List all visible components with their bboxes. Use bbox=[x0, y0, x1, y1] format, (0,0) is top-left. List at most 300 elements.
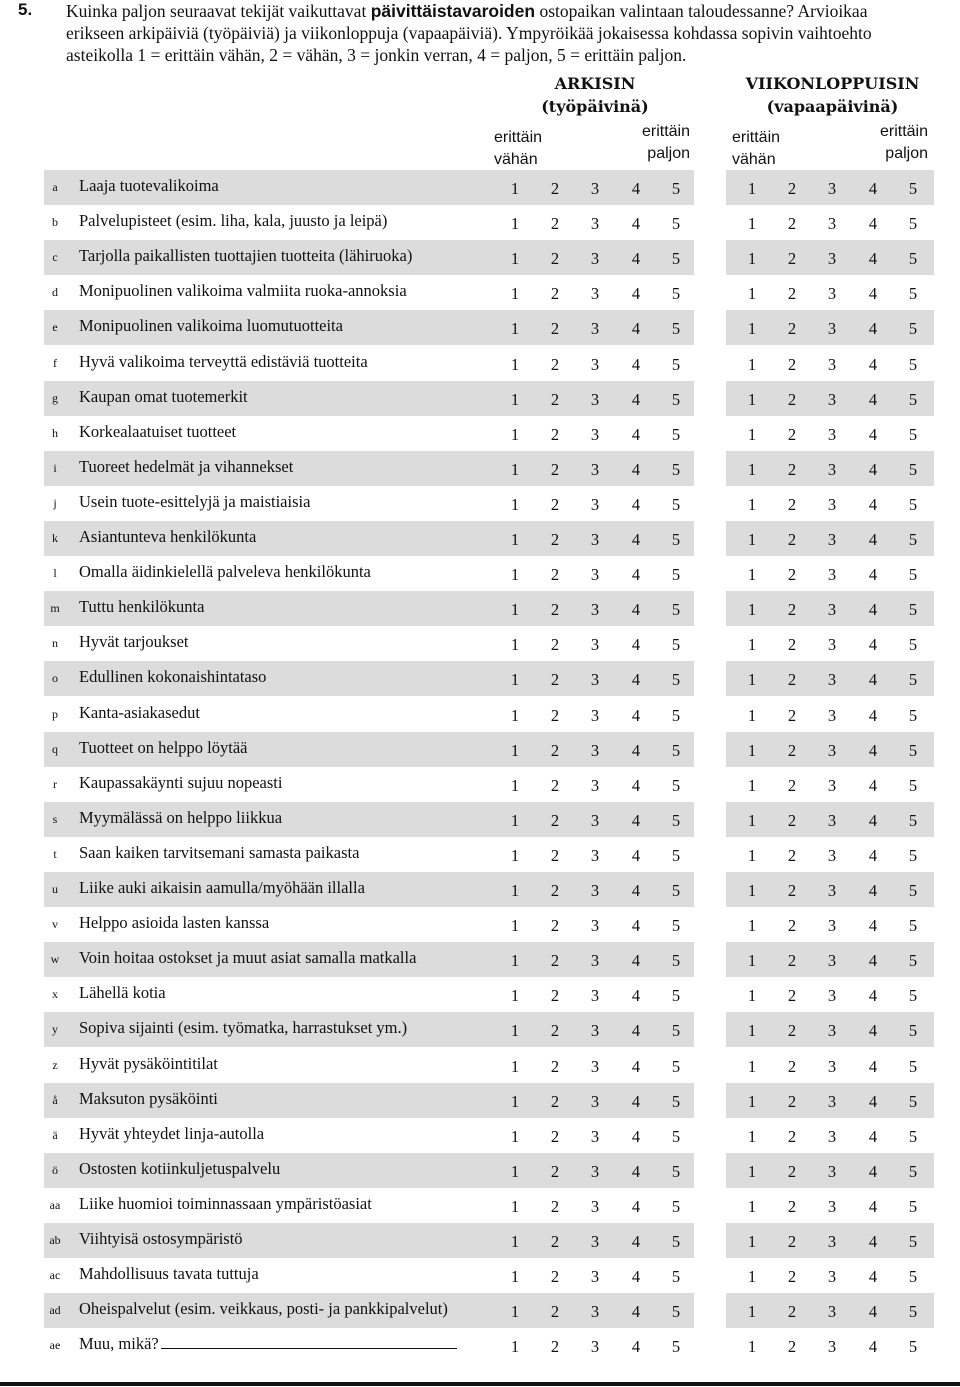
weekday-option-3[interactable]: 3 bbox=[590, 741, 600, 760]
weekend-option-4[interactable]: 4 bbox=[868, 495, 878, 514]
weekend-option-2[interactable]: 2 bbox=[787, 530, 797, 549]
weekend-option-3[interactable]: 3 bbox=[827, 355, 837, 374]
weekend-option-1[interactable]: 1 bbox=[747, 1092, 757, 1111]
weekday-option-5[interactable]: 5 bbox=[671, 1021, 681, 1040]
weekend-option-4[interactable]: 4 bbox=[868, 1127, 878, 1146]
weekday-option-1[interactable]: 1 bbox=[510, 635, 520, 654]
weekday-option-1[interactable]: 1 bbox=[510, 390, 520, 409]
weekday-option-3[interactable]: 3 bbox=[590, 1337, 600, 1356]
weekend-option-4[interactable]: 4 bbox=[868, 1162, 878, 1181]
weekend-option-2[interactable]: 2 bbox=[787, 390, 797, 409]
weekend-option-3[interactable]: 3 bbox=[827, 390, 837, 409]
weekday-option-2[interactable]: 2 bbox=[550, 495, 560, 514]
weekend-option-2[interactable]: 2 bbox=[787, 670, 797, 689]
weekend-option-2[interactable]: 2 bbox=[787, 951, 797, 970]
weekend-option-5[interactable]: 5 bbox=[908, 495, 918, 514]
weekday-option-1[interactable]: 1 bbox=[510, 1092, 520, 1111]
weekday-option-5[interactable]: 5 bbox=[671, 425, 681, 444]
weekend-option-5[interactable]: 5 bbox=[908, 1021, 918, 1040]
weekday-option-5[interactable]: 5 bbox=[671, 951, 681, 970]
weekday-option-4[interactable]: 4 bbox=[631, 1302, 641, 1321]
weekend-option-3[interactable]: 3 bbox=[827, 776, 837, 795]
weekend-option-4[interactable]: 4 bbox=[868, 1021, 878, 1040]
weekday-option-1[interactable]: 1 bbox=[510, 846, 520, 865]
weekend-option-3[interactable]: 3 bbox=[827, 214, 837, 233]
weekday-option-1[interactable]: 1 bbox=[510, 1197, 520, 1216]
weekend-option-3[interactable]: 3 bbox=[827, 1162, 837, 1181]
weekday-option-5[interactable]: 5 bbox=[671, 600, 681, 619]
weekday-option-4[interactable]: 4 bbox=[631, 986, 641, 1005]
weekday-option-5[interactable]: 5 bbox=[671, 881, 681, 900]
weekend-option-4[interactable]: 4 bbox=[868, 635, 878, 654]
weekday-option-3[interactable]: 3 bbox=[590, 776, 600, 795]
weekend-option-2[interactable]: 2 bbox=[787, 565, 797, 584]
weekday-option-2[interactable]: 2 bbox=[550, 1337, 560, 1356]
weekday-option-5[interactable]: 5 bbox=[671, 249, 681, 268]
weekend-option-4[interactable]: 4 bbox=[868, 565, 878, 584]
weekday-option-1[interactable]: 1 bbox=[510, 355, 520, 374]
weekday-option-1[interactable]: 1 bbox=[510, 881, 520, 900]
weekday-option-1[interactable]: 1 bbox=[510, 1232, 520, 1251]
weekday-option-1[interactable]: 1 bbox=[510, 916, 520, 935]
weekend-option-5[interactable]: 5 bbox=[908, 1127, 918, 1146]
weekday-option-4[interactable]: 4 bbox=[631, 1162, 641, 1181]
weekend-option-4[interactable]: 4 bbox=[868, 951, 878, 970]
weekday-option-3[interactable]: 3 bbox=[590, 846, 600, 865]
weekday-option-2[interactable]: 2 bbox=[550, 1162, 560, 1181]
weekend-option-3[interactable]: 3 bbox=[827, 1092, 837, 1111]
weekday-option-5[interactable]: 5 bbox=[671, 565, 681, 584]
weekend-option-5[interactable]: 5 bbox=[908, 1162, 918, 1181]
weekend-option-3[interactable]: 3 bbox=[827, 600, 837, 619]
weekend-option-1[interactable]: 1 bbox=[747, 179, 757, 198]
weekday-option-3[interactable]: 3 bbox=[590, 1021, 600, 1040]
weekday-option-4[interactable]: 4 bbox=[631, 1232, 641, 1251]
weekend-option-4[interactable]: 4 bbox=[868, 916, 878, 935]
weekend-option-3[interactable]: 3 bbox=[827, 811, 837, 830]
weekend-option-3[interactable]: 3 bbox=[827, 670, 837, 689]
weekday-option-5[interactable]: 5 bbox=[671, 284, 681, 303]
weekend-option-3[interactable]: 3 bbox=[827, 635, 837, 654]
weekday-option-1[interactable]: 1 bbox=[510, 319, 520, 338]
weekend-option-4[interactable]: 4 bbox=[868, 776, 878, 795]
weekend-option-4[interactable]: 4 bbox=[868, 846, 878, 865]
weekday-option-3[interactable]: 3 bbox=[590, 1057, 600, 1076]
weekday-option-3[interactable]: 3 bbox=[590, 635, 600, 654]
weekend-option-1[interactable]: 1 bbox=[747, 846, 757, 865]
weekday-option-2[interactable]: 2 bbox=[550, 776, 560, 795]
weekend-option-5[interactable]: 5 bbox=[908, 1337, 918, 1356]
weekday-option-3[interactable]: 3 bbox=[590, 600, 600, 619]
weekday-option-2[interactable]: 2 bbox=[550, 811, 560, 830]
weekday-option-4[interactable]: 4 bbox=[631, 951, 641, 970]
weekday-option-5[interactable]: 5 bbox=[671, 1337, 681, 1356]
weekend-option-4[interactable]: 4 bbox=[868, 881, 878, 900]
weekend-option-1[interactable]: 1 bbox=[747, 706, 757, 725]
weekday-option-4[interactable]: 4 bbox=[631, 565, 641, 584]
weekend-option-1[interactable]: 1 bbox=[747, 1127, 757, 1146]
weekday-option-2[interactable]: 2 bbox=[550, 390, 560, 409]
weekend-option-5[interactable]: 5 bbox=[908, 600, 918, 619]
weekend-option-4[interactable]: 4 bbox=[868, 214, 878, 233]
weekend-option-1[interactable]: 1 bbox=[747, 811, 757, 830]
weekend-option-5[interactable]: 5 bbox=[908, 1302, 918, 1321]
weekend-option-1[interactable]: 1 bbox=[747, 1057, 757, 1076]
weekend-option-1[interactable]: 1 bbox=[747, 1162, 757, 1181]
weekday-option-2[interactable]: 2 bbox=[550, 565, 560, 584]
weekday-option-2[interactable]: 2 bbox=[550, 1302, 560, 1321]
weekend-option-4[interactable]: 4 bbox=[868, 355, 878, 374]
weekday-option-5[interactable]: 5 bbox=[671, 1057, 681, 1076]
weekday-option-3[interactable]: 3 bbox=[590, 881, 600, 900]
weekend-option-2[interactable]: 2 bbox=[787, 425, 797, 444]
weekend-option-2[interactable]: 2 bbox=[787, 635, 797, 654]
weekend-option-3[interactable]: 3 bbox=[827, 881, 837, 900]
weekday-option-3[interactable]: 3 bbox=[590, 1267, 600, 1286]
weekend-option-1[interactable]: 1 bbox=[747, 1337, 757, 1356]
weekend-option-1[interactable]: 1 bbox=[747, 916, 757, 935]
weekday-option-5[interactable]: 5 bbox=[671, 1092, 681, 1111]
weekend-option-2[interactable]: 2 bbox=[787, 495, 797, 514]
weekend-option-2[interactable]: 2 bbox=[787, 179, 797, 198]
weekend-option-5[interactable]: 5 bbox=[908, 846, 918, 865]
weekday-option-3[interactable]: 3 bbox=[590, 319, 600, 338]
weekend-option-5[interactable]: 5 bbox=[908, 916, 918, 935]
weekday-option-1[interactable]: 1 bbox=[510, 986, 520, 1005]
weekend-option-5[interactable]: 5 bbox=[908, 1267, 918, 1286]
weekday-option-4[interactable]: 4 bbox=[631, 249, 641, 268]
weekend-option-3[interactable]: 3 bbox=[827, 425, 837, 444]
weekend-option-5[interactable]: 5 bbox=[908, 986, 918, 1005]
weekend-option-2[interactable]: 2 bbox=[787, 355, 797, 374]
weekday-option-2[interactable]: 2 bbox=[550, 916, 560, 935]
weekend-option-2[interactable]: 2 bbox=[787, 284, 797, 303]
weekday-option-4[interactable]: 4 bbox=[631, 1092, 641, 1111]
weekday-option-3[interactable]: 3 bbox=[590, 565, 600, 584]
other-answer-line[interactable] bbox=[161, 1334, 457, 1349]
weekend-option-4[interactable]: 4 bbox=[868, 741, 878, 760]
weekday-option-5[interactable]: 5 bbox=[671, 530, 681, 549]
weekday-option-1[interactable]: 1 bbox=[510, 495, 520, 514]
weekday-option-2[interactable]: 2 bbox=[550, 706, 560, 725]
weekend-option-2[interactable]: 2 bbox=[787, 319, 797, 338]
weekday-option-2[interactable]: 2 bbox=[550, 425, 560, 444]
weekday-option-1[interactable]: 1 bbox=[510, 1021, 520, 1040]
weekday-option-4[interactable]: 4 bbox=[631, 846, 641, 865]
weekday-option-4[interactable]: 4 bbox=[631, 635, 641, 654]
weekday-option-4[interactable]: 4 bbox=[631, 425, 641, 444]
weekday-option-5[interactable]: 5 bbox=[671, 811, 681, 830]
weekday-option-2[interactable]: 2 bbox=[550, 951, 560, 970]
weekend-option-3[interactable]: 3 bbox=[827, 179, 837, 198]
weekend-option-3[interactable]: 3 bbox=[827, 846, 837, 865]
weekend-option-4[interactable]: 4 bbox=[868, 600, 878, 619]
weekend-option-4[interactable]: 4 bbox=[868, 460, 878, 479]
weekend-option-2[interactable]: 2 bbox=[787, 706, 797, 725]
weekday-option-2[interactable]: 2 bbox=[550, 670, 560, 689]
weekend-option-1[interactable]: 1 bbox=[747, 284, 757, 303]
weekday-option-3[interactable]: 3 bbox=[590, 179, 600, 198]
weekend-option-5[interactable]: 5 bbox=[908, 284, 918, 303]
weekend-option-3[interactable]: 3 bbox=[827, 319, 837, 338]
weekday-option-1[interactable]: 1 bbox=[510, 214, 520, 233]
weekday-option-5[interactable]: 5 bbox=[671, 1232, 681, 1251]
weekday-option-4[interactable]: 4 bbox=[631, 706, 641, 725]
weekend-option-1[interactable]: 1 bbox=[747, 495, 757, 514]
weekend-option-5[interactable]: 5 bbox=[908, 951, 918, 970]
weekend-option-3[interactable]: 3 bbox=[827, 249, 837, 268]
weekend-option-2[interactable]: 2 bbox=[787, 776, 797, 795]
weekday-option-2[interactable]: 2 bbox=[550, 1267, 560, 1286]
weekend-option-1[interactable]: 1 bbox=[747, 530, 757, 549]
weekend-option-4[interactable]: 4 bbox=[868, 530, 878, 549]
weekday-option-1[interactable]: 1 bbox=[510, 776, 520, 795]
weekend-option-3[interactable]: 3 bbox=[827, 1302, 837, 1321]
weekend-option-4[interactable]: 4 bbox=[868, 811, 878, 830]
weekday-option-3[interactable]: 3 bbox=[590, 495, 600, 514]
weekend-option-5[interactable]: 5 bbox=[908, 530, 918, 549]
weekend-option-2[interactable]: 2 bbox=[787, 846, 797, 865]
weekday-option-4[interactable]: 4 bbox=[631, 741, 641, 760]
weekend-option-2[interactable]: 2 bbox=[787, 1302, 797, 1321]
weekday-option-3[interactable]: 3 bbox=[590, 214, 600, 233]
weekday-option-3[interactable]: 3 bbox=[590, 390, 600, 409]
weekday-option-4[interactable]: 4 bbox=[631, 460, 641, 479]
weekday-option-1[interactable]: 1 bbox=[510, 670, 520, 689]
weekday-option-1[interactable]: 1 bbox=[510, 530, 520, 549]
weekday-option-1[interactable]: 1 bbox=[510, 1127, 520, 1146]
weekday-option-1[interactable]: 1 bbox=[510, 811, 520, 830]
weekday-option-2[interactable]: 2 bbox=[550, 1197, 560, 1216]
weekday-option-3[interactable]: 3 bbox=[590, 916, 600, 935]
weekend-option-5[interactable]: 5 bbox=[908, 249, 918, 268]
weekend-option-1[interactable]: 1 bbox=[747, 249, 757, 268]
weekend-option-5[interactable]: 5 bbox=[908, 706, 918, 725]
weekend-option-3[interactable]: 3 bbox=[827, 916, 837, 935]
weekday-option-4[interactable]: 4 bbox=[631, 530, 641, 549]
weekend-option-2[interactable]: 2 bbox=[787, 214, 797, 233]
weekend-option-3[interactable]: 3 bbox=[827, 1021, 837, 1040]
weekday-option-4[interactable]: 4 bbox=[631, 670, 641, 689]
weekday-option-1[interactable]: 1 bbox=[510, 1337, 520, 1356]
weekday-option-4[interactable]: 4 bbox=[631, 355, 641, 374]
weekday-option-1[interactable]: 1 bbox=[510, 741, 520, 760]
weekend-option-1[interactable]: 1 bbox=[747, 390, 757, 409]
weekend-option-4[interactable]: 4 bbox=[868, 1302, 878, 1321]
weekend-option-4[interactable]: 4 bbox=[868, 1092, 878, 1111]
weekend-option-5[interactable]: 5 bbox=[908, 179, 918, 198]
weekend-option-3[interactable]: 3 bbox=[827, 530, 837, 549]
weekday-option-2[interactable]: 2 bbox=[550, 1057, 560, 1076]
weekday-option-5[interactable]: 5 bbox=[671, 846, 681, 865]
weekend-option-2[interactable]: 2 bbox=[787, 811, 797, 830]
weekday-option-4[interactable]: 4 bbox=[631, 1021, 641, 1040]
weekday-option-3[interactable]: 3 bbox=[590, 1162, 600, 1181]
weekday-option-5[interactable]: 5 bbox=[671, 1302, 681, 1321]
weekend-option-3[interactable]: 3 bbox=[827, 460, 837, 479]
weekday-option-5[interactable]: 5 bbox=[671, 741, 681, 760]
weekend-option-5[interactable]: 5 bbox=[908, 881, 918, 900]
weekday-option-1[interactable]: 1 bbox=[510, 565, 520, 584]
weekend-option-3[interactable]: 3 bbox=[827, 565, 837, 584]
weekday-option-2[interactable]: 2 bbox=[550, 1127, 560, 1146]
weekend-option-3[interactable]: 3 bbox=[827, 1267, 837, 1286]
weekend-option-3[interactable]: 3 bbox=[827, 706, 837, 725]
weekday-option-1[interactable]: 1 bbox=[510, 460, 520, 479]
weekday-option-5[interactable]: 5 bbox=[671, 670, 681, 689]
weekday-option-2[interactable]: 2 bbox=[550, 284, 560, 303]
weekday-option-4[interactable]: 4 bbox=[631, 214, 641, 233]
weekday-option-2[interactable]: 2 bbox=[550, 986, 560, 1005]
weekend-option-2[interactable]: 2 bbox=[787, 741, 797, 760]
weekday-option-5[interactable]: 5 bbox=[671, 986, 681, 1005]
weekend-option-1[interactable]: 1 bbox=[747, 600, 757, 619]
weekday-option-3[interactable]: 3 bbox=[590, 951, 600, 970]
weekend-option-3[interactable]: 3 bbox=[827, 986, 837, 1005]
weekend-option-4[interactable]: 4 bbox=[868, 319, 878, 338]
weekday-option-1[interactable]: 1 bbox=[510, 1267, 520, 1286]
weekday-option-1[interactable]: 1 bbox=[510, 249, 520, 268]
weekend-option-5[interactable]: 5 bbox=[908, 776, 918, 795]
weekend-option-3[interactable]: 3 bbox=[827, 1197, 837, 1216]
weekday-option-3[interactable]: 3 bbox=[590, 986, 600, 1005]
weekend-option-3[interactable]: 3 bbox=[827, 1057, 837, 1076]
weekday-option-3[interactable]: 3 bbox=[590, 249, 600, 268]
weekday-option-1[interactable]: 1 bbox=[510, 1302, 520, 1321]
weekend-option-3[interactable]: 3 bbox=[827, 1232, 837, 1251]
weekend-option-2[interactable]: 2 bbox=[787, 1232, 797, 1251]
weekday-option-2[interactable]: 2 bbox=[550, 881, 560, 900]
weekend-option-4[interactable]: 4 bbox=[868, 1197, 878, 1216]
weekday-option-5[interactable]: 5 bbox=[671, 916, 681, 935]
weekday-option-3[interactable]: 3 bbox=[590, 1092, 600, 1111]
weekend-option-3[interactable]: 3 bbox=[827, 1337, 837, 1356]
weekday-option-4[interactable]: 4 bbox=[631, 881, 641, 900]
weekend-option-5[interactable]: 5 bbox=[908, 1197, 918, 1216]
weekend-option-5[interactable]: 5 bbox=[908, 635, 918, 654]
weekend-option-1[interactable]: 1 bbox=[747, 1302, 757, 1321]
weekend-option-2[interactable]: 2 bbox=[787, 600, 797, 619]
weekday-option-4[interactable]: 4 bbox=[631, 600, 641, 619]
weekend-option-5[interactable]: 5 bbox=[908, 1232, 918, 1251]
weekend-option-4[interactable]: 4 bbox=[868, 1232, 878, 1251]
weekend-option-5[interactable]: 5 bbox=[908, 741, 918, 760]
weekday-option-2[interactable]: 2 bbox=[550, 460, 560, 479]
weekday-option-4[interactable]: 4 bbox=[631, 1127, 641, 1146]
weekday-option-2[interactable]: 2 bbox=[550, 600, 560, 619]
weekday-option-5[interactable]: 5 bbox=[671, 1162, 681, 1181]
weekend-option-1[interactable]: 1 bbox=[747, 951, 757, 970]
weekday-option-5[interactable]: 5 bbox=[671, 495, 681, 514]
weekday-option-1[interactable]: 1 bbox=[510, 425, 520, 444]
weekday-option-5[interactable]: 5 bbox=[671, 1127, 681, 1146]
weekday-option-1[interactable]: 1 bbox=[510, 600, 520, 619]
weekday-option-1[interactable]: 1 bbox=[510, 706, 520, 725]
weekend-option-1[interactable]: 1 bbox=[747, 1197, 757, 1216]
weekend-option-4[interactable]: 4 bbox=[868, 425, 878, 444]
weekend-option-3[interactable]: 3 bbox=[827, 284, 837, 303]
weekday-option-4[interactable]: 4 bbox=[631, 1267, 641, 1286]
weekend-option-1[interactable]: 1 bbox=[747, 670, 757, 689]
weekend-option-3[interactable]: 3 bbox=[827, 495, 837, 514]
weekend-option-4[interactable]: 4 bbox=[868, 284, 878, 303]
weekend-option-5[interactable]: 5 bbox=[908, 214, 918, 233]
weekday-option-2[interactable]: 2 bbox=[550, 1092, 560, 1111]
weekend-option-5[interactable]: 5 bbox=[908, 319, 918, 338]
weekday-option-1[interactable]: 1 bbox=[510, 179, 520, 198]
weekend-option-2[interactable]: 2 bbox=[787, 1337, 797, 1356]
weekend-option-3[interactable]: 3 bbox=[827, 741, 837, 760]
weekday-option-3[interactable]: 3 bbox=[590, 284, 600, 303]
weekend-option-4[interactable]: 4 bbox=[868, 249, 878, 268]
weekday-option-5[interactable]: 5 bbox=[671, 390, 681, 409]
weekend-option-1[interactable]: 1 bbox=[747, 1232, 757, 1251]
weekday-option-5[interactable]: 5 bbox=[671, 355, 681, 374]
weekday-option-2[interactable]: 2 bbox=[550, 319, 560, 338]
weekday-option-2[interactable]: 2 bbox=[550, 741, 560, 760]
weekday-option-4[interactable]: 4 bbox=[631, 811, 641, 830]
weekday-option-4[interactable]: 4 bbox=[631, 916, 641, 935]
weekday-option-5[interactable]: 5 bbox=[671, 1197, 681, 1216]
weekend-option-5[interactable]: 5 bbox=[908, 425, 918, 444]
weekday-option-1[interactable]: 1 bbox=[510, 1162, 520, 1181]
weekend-option-1[interactable]: 1 bbox=[747, 741, 757, 760]
weekend-option-1[interactable]: 1 bbox=[747, 460, 757, 479]
weekday-option-3[interactable]: 3 bbox=[590, 706, 600, 725]
weekday-option-2[interactable]: 2 bbox=[550, 635, 560, 654]
weekend-option-5[interactable]: 5 bbox=[908, 670, 918, 689]
weekday-option-2[interactable]: 2 bbox=[550, 1021, 560, 1040]
weekday-option-1[interactable]: 1 bbox=[510, 951, 520, 970]
weekday-option-3[interactable]: 3 bbox=[590, 1127, 600, 1146]
weekday-option-5[interactable]: 5 bbox=[671, 460, 681, 479]
weekday-option-2[interactable]: 2 bbox=[550, 249, 560, 268]
weekday-option-5[interactable]: 5 bbox=[671, 179, 681, 198]
weekday-option-3[interactable]: 3 bbox=[590, 530, 600, 549]
weekend-option-5[interactable]: 5 bbox=[908, 390, 918, 409]
weekday-option-4[interactable]: 4 bbox=[631, 319, 641, 338]
weekday-option-2[interactable]: 2 bbox=[550, 214, 560, 233]
weekday-option-1[interactable]: 1 bbox=[510, 284, 520, 303]
weekday-option-3[interactable]: 3 bbox=[590, 425, 600, 444]
weekend-option-1[interactable]: 1 bbox=[747, 214, 757, 233]
weekend-option-1[interactable]: 1 bbox=[747, 425, 757, 444]
weekend-option-2[interactable]: 2 bbox=[787, 1197, 797, 1216]
weekend-option-4[interactable]: 4 bbox=[868, 986, 878, 1005]
weekend-option-5[interactable]: 5 bbox=[908, 355, 918, 374]
weekend-option-2[interactable]: 2 bbox=[787, 916, 797, 935]
weekend-option-2[interactable]: 2 bbox=[787, 881, 797, 900]
weekend-option-4[interactable]: 4 bbox=[868, 1337, 878, 1356]
weekday-option-5[interactable]: 5 bbox=[671, 214, 681, 233]
weekday-option-4[interactable]: 4 bbox=[631, 390, 641, 409]
weekday-option-5[interactable]: 5 bbox=[671, 706, 681, 725]
weekday-option-3[interactable]: 3 bbox=[590, 460, 600, 479]
weekend-option-5[interactable]: 5 bbox=[908, 565, 918, 584]
weekend-option-1[interactable]: 1 bbox=[747, 319, 757, 338]
weekend-option-1[interactable]: 1 bbox=[747, 1021, 757, 1040]
weekday-option-4[interactable]: 4 bbox=[631, 495, 641, 514]
weekend-option-4[interactable]: 4 bbox=[868, 1057, 878, 1076]
weekday-option-2[interactable]: 2 bbox=[550, 179, 560, 198]
weekend-option-2[interactable]: 2 bbox=[787, 1267, 797, 1286]
weekend-option-4[interactable]: 4 bbox=[868, 706, 878, 725]
weekend-option-2[interactable]: 2 bbox=[787, 249, 797, 268]
weekend-option-3[interactable]: 3 bbox=[827, 1127, 837, 1146]
weekday-option-5[interactable]: 5 bbox=[671, 635, 681, 654]
weekday-option-4[interactable]: 4 bbox=[631, 179, 641, 198]
weekend-option-2[interactable]: 2 bbox=[787, 986, 797, 1005]
